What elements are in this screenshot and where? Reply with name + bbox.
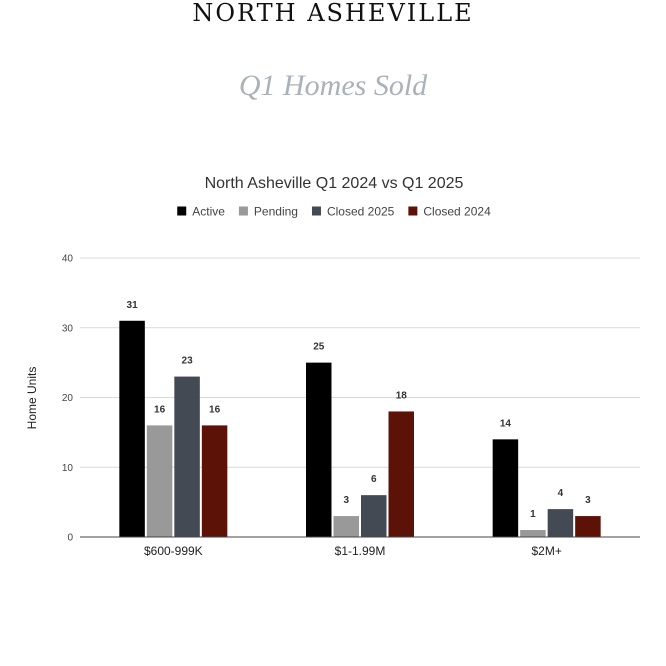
- bar: [306, 363, 332, 537]
- data-label: 1: [530, 509, 536, 521]
- legend-item: [177, 205, 225, 219]
- legend-swatch: [312, 207, 321, 216]
- data-label: 18: [395, 390, 407, 402]
- page-subtitle: Q1 Homes Sold: [238, 69, 428, 102]
- bar: [202, 425, 228, 537]
- y-tick-label: 10: [61, 462, 73, 474]
- bar: [520, 530, 546, 537]
- y-axis-label: Home Units: [25, 366, 39, 430]
- bar: [119, 321, 145, 537]
- legend-item: [239, 205, 298, 219]
- x-axis: [80, 537, 640, 558]
- data-label: 4: [557, 488, 564, 500]
- legend-label: Closed 2025: [326, 204, 395, 219]
- legend-swatch: [408, 207, 417, 216]
- y-tick-label: 40: [61, 253, 73, 265]
- x-tick-label: $2M+: [531, 544, 562, 558]
- bar: [389, 411, 415, 537]
- bar: [174, 377, 200, 537]
- data-label: 3: [585, 495, 591, 507]
- bar: [334, 516, 360, 537]
- data-label: 16: [154, 404, 166, 416]
- legend-swatch: [177, 207, 186, 216]
- chart-title: North Asheville Q1 2024 vs Q1 2025: [204, 175, 464, 192]
- legend-item: [408, 205, 491, 219]
- legend-label: Pending: [253, 204, 298, 219]
- y-tick-label: 20: [61, 393, 73, 404]
- x-tick-label: $600-999K: [143, 544, 203, 558]
- y-tick-label: 30: [61, 323, 73, 335]
- legend-item: [312, 205, 395, 219]
- bar: [147, 425, 173, 537]
- data-label: 23: [181, 355, 193, 367]
- data-label: 3: [343, 495, 350, 507]
- bar-chart: [0, 160, 666, 580]
- data-label: 16: [209, 404, 221, 416]
- data-label: 6: [370, 474, 377, 486]
- data-label: 14: [499, 418, 511, 430]
- y-tick-label: 0: [67, 532, 73, 544]
- legend-label: Closed 2024: [423, 204, 491, 219]
- x-tick-label: $1-1.99M: [334, 544, 386, 558]
- bar: [361, 495, 387, 537]
- bar: [493, 439, 518, 537]
- chart-legend: [177, 205, 491, 219]
- legend-swatch: [239, 207, 248, 216]
- bar: [575, 516, 601, 537]
- bars: [119, 321, 600, 537]
- legend-label: Active: [192, 204, 225, 219]
- data-label: 25: [313, 341, 325, 353]
- data-label: 31: [126, 299, 138, 311]
- bar: [548, 509, 574, 537]
- brand-title: NORTH ASHEVILLE: [192, 0, 474, 27]
